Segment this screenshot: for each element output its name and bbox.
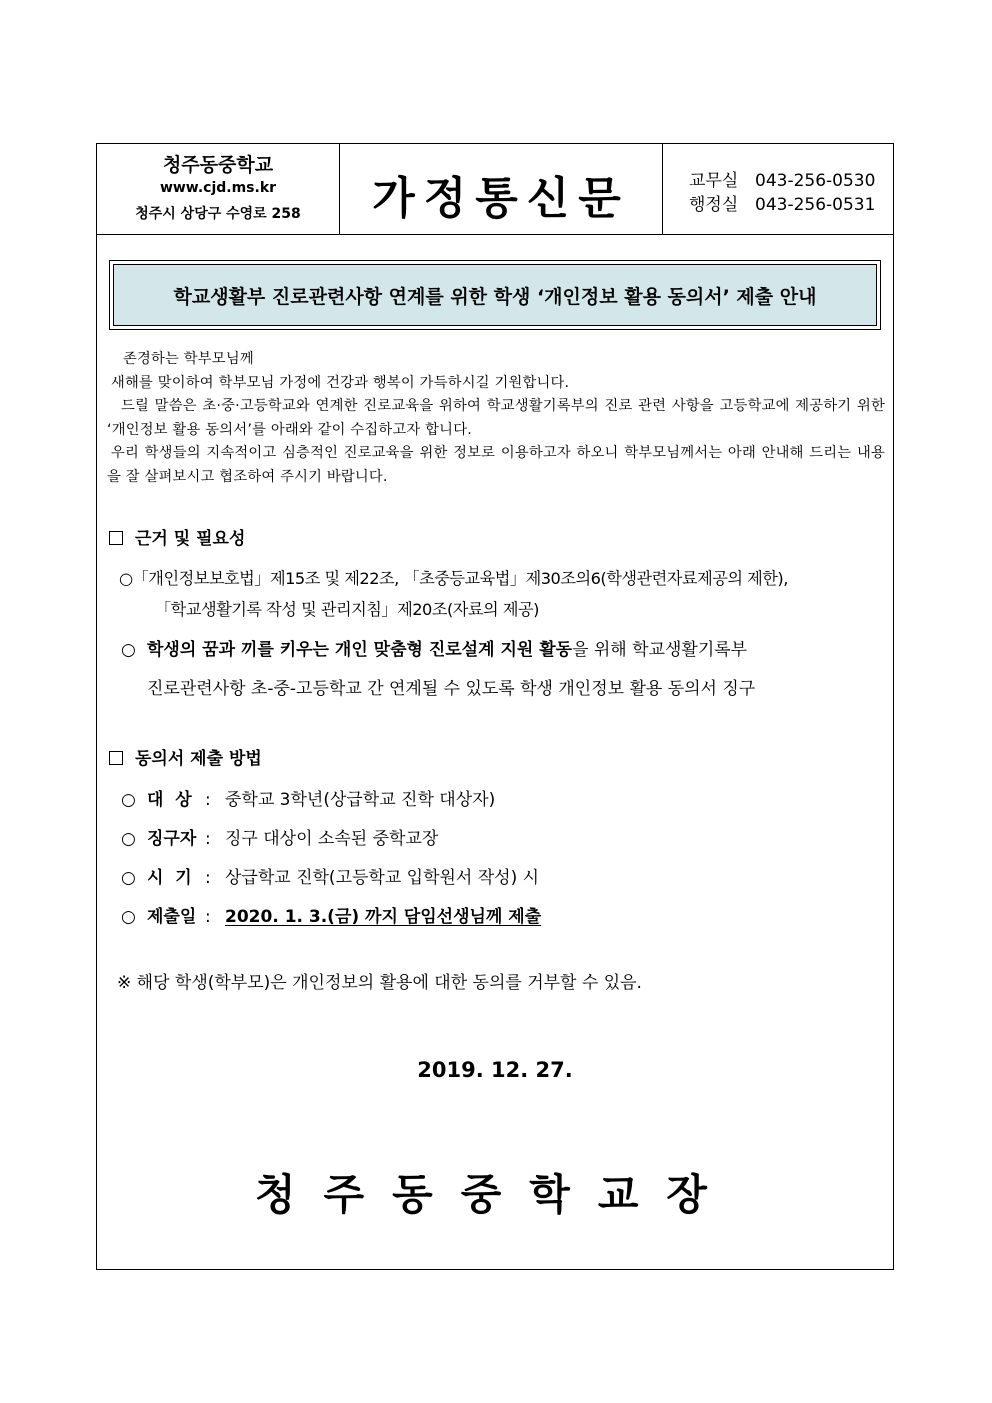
title-cell <box>340 144 663 234</box>
colon: : <box>205 907 211 927</box>
method-item <box>121 785 495 810</box>
notice-title-box <box>109 260 881 330</box>
letter-date: 2019. 12. 27. <box>417 1058 573 1082</box>
checkbox-square-icon <box>109 531 123 545</box>
bullet: ○ <box>121 868 136 888</box>
colon: : <box>205 829 211 849</box>
phone-row-admin <box>689 190 875 215</box>
phone-number: 043-256-0531 <box>755 195 876 215</box>
section-title: 근거 및 필요성 <box>135 529 246 549</box>
section-heading-method <box>109 744 262 769</box>
letter-header <box>97 144 893 235</box>
item-value: 상급학교 진학(고등학교 입학원서 작성) 시 <box>225 868 540 888</box>
greeting-paragraph: 우리 학생들의 지속적이고 심층적인 진로교육을 위한 정보로 이용하고자 하오니 학부모님께서는 아래 안내해 드리는 내용을 잘 살펴보시고 협조하여 주시기 바랍니다. <box>107 445 885 485</box>
purpose-emphasis: 학생의 꿈과 끼를 키우는 개인 맞춤형 진로설계 지원 활동 <box>147 640 573 660</box>
bullet: ○ <box>121 790 136 810</box>
purpose-text: 을 위해 학교생활기록부 <box>572 640 748 660</box>
purpose-line: 진로관련사항 초-중-고등학교 간 연계될 수 있도록 학생 개인정보 활용 동의서 징구 <box>147 679 756 699</box>
greeting-line: 새해를 맞이하여 학부모님 가정에 건강과 행복이 가득하시길 기원합니다. <box>111 374 570 391</box>
newsletter-title: 가정통신문 <box>372 173 630 224</box>
item-value: 징구 대상이 소속된 중학교장 <box>225 829 439 849</box>
salutation: 존경하는 학부모님께 <box>123 351 254 367</box>
letter-frame <box>96 143 894 1270</box>
bullet: ○ <box>121 640 136 660</box>
method-item <box>121 824 438 849</box>
greeting-paragraph: 드릴 말씀은 초·중·고등학교와 연계한 진로교육을 위하여 학교생활기록부의 진로 관련 사항을 고등학교에 제공하기 위한 ‘개인정보 활용 동의서’를 아래와 같이 수집하고자 합니다. <box>107 398 885 438</box>
method-item <box>121 863 539 888</box>
checkbox-square-icon <box>109 751 123 765</box>
phone-label: 교무실 <box>689 171 739 191</box>
colon: : <box>205 790 211 810</box>
refusal-note: ※ 해당 학생(학부모)은 개인정보의 활용에 대한 동의를 거부할 수 있음. <box>117 973 642 993</box>
school-address: 청주시 상당구 수영로 258 <box>135 206 301 222</box>
basis-line: ○「개인정보보호법」제15조 및 제22조, 「초중등교육법」제30조의6(학생관련자료제공의 제한), <box>119 569 788 588</box>
colon: : <box>205 868 211 888</box>
school-website: www.cjd.ms.kr <box>159 180 277 196</box>
basis-line: 「학교생활기록 작성 및 관리지침」제20조(자료의 제공) <box>155 600 539 619</box>
school-name: 청주동중학교 <box>162 154 274 176</box>
bullet: ○ <box>121 907 136 927</box>
submission-deadline: 2020. 1. 3.(금) 까지 담임선생님께 제출 <box>225 907 542 927</box>
item-value: 중학교 3학년(상급학교 진학 대상자) <box>225 790 496 810</box>
purpose-line <box>121 635 747 660</box>
section-heading-basis <box>109 524 245 549</box>
bullet: ○ <box>121 829 136 849</box>
item-key: 징구자 <box>147 829 197 849</box>
section-title: 동의서 제출 방법 <box>135 749 262 769</box>
principal-signature: 청주동중학교장 <box>254 1170 735 1219</box>
school-info <box>97 144 340 234</box>
notice-title: 학교생활부 진로관련사항 연계를 위한 학생 ‘개인정보 활용 동의서’ 제출 안내 <box>113 264 877 326</box>
item-key: 시 기 <box>147 868 192 888</box>
item-key: 제출일 <box>147 907 197 927</box>
contact-info <box>663 144 893 234</box>
phone-number: 043-256-0530 <box>755 171 876 191</box>
phone-row-office <box>689 166 875 191</box>
greeting <box>107 348 885 489</box>
phone-label: 행정실 <box>689 195 739 215</box>
item-key: 대 상 <box>147 790 192 810</box>
method-item <box>121 902 541 927</box>
